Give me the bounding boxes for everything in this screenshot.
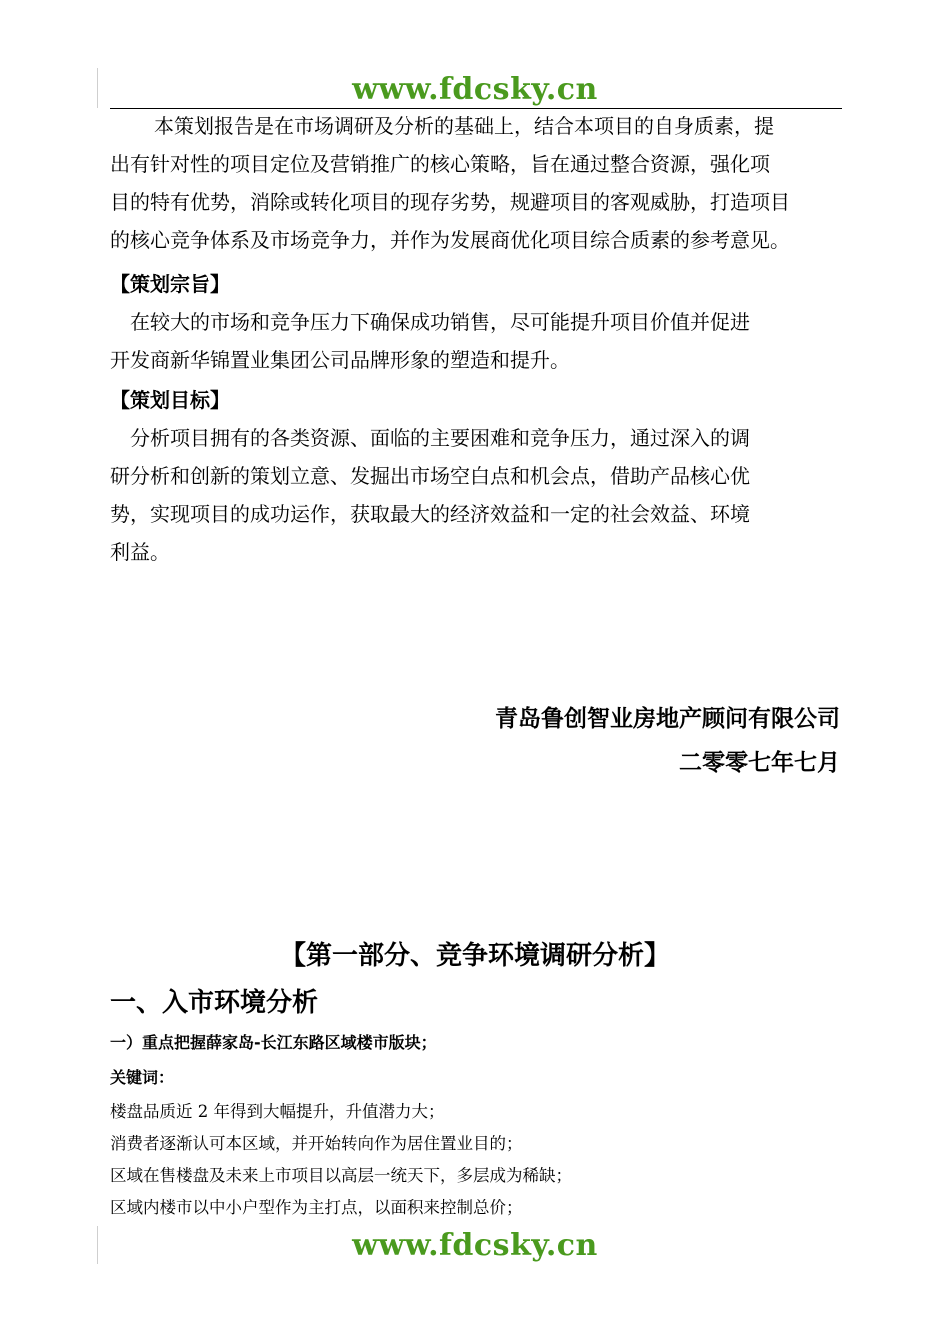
keyword-item: 区域在售楼盘及未来上市项目以高层一统天下，多层成为稀缺； [110,1166,572,1185]
intro-line: 出有针对性的项目定位及营销推广的核心策略，旨在通过整合资源，强化项 [110,152,770,176]
purpose-line: 开发商新华锦置业集团公司品牌形象的塑造和提升。 [110,348,570,372]
chapter-title: 一、入市环境分析 [110,988,319,1018]
goal-heading: 【策划目标】 [110,388,230,412]
keyword-item: 楼盘品质近 2 年得到大幅提升，升值潜力大； [110,1102,445,1121]
purpose-line: 在较大的市场和竞争压力下确保成功销售，尽可能提升项目价值并促进 [130,310,750,334]
header-watermark: www.fdcsky.cn [352,72,598,107]
goal-line: 势，实现项目的成功运作，获取最大的经济效益和一定的社会效益、环境 [110,502,750,526]
purpose-heading: 【策划宗旨】 [110,272,230,296]
keywords-list [110,1096,572,1224]
subsection-title: 一）重点把握薛家岛-长江东路区域楼市版块； [110,1033,437,1052]
goal-line: 分析项目拥有的各类资源、面临的主要困难和竞争压力，通过深入的调 [130,426,750,450]
goal-paragraph [110,419,850,571]
goal-line: 利益。 [110,540,170,564]
part-one-title: 【第一部分、竞争环境调研分析】 [279,941,670,971]
goal-line: 研分析和创新的策划立意、发掘出市场空白点和机会点，借助产品核心优 [110,464,750,488]
signature-date: 二零零七年七月 [679,750,840,776]
intro-line: 目的特有优势，消除或转化项目的现存劣势，规避项目的客观威胁，打造项目 [110,190,790,214]
keywords-label: 关键词： [110,1068,175,1087]
intro-line: 本策划报告是在市场调研及分析的基础上，结合本项目的自身质素，提 [154,114,774,138]
keyword-item: 消费者逐渐认可本区域，并开始转向作为居住置业目的； [110,1134,523,1153]
signature-company: 青岛鲁创智业房地产顾问有限公司 [495,706,840,732]
intro-paragraph [110,107,850,259]
footer-watermark: www.fdcsky.cn [352,1228,598,1263]
intro-line: 的核心竞争体系及市场竞争力，并作为发展商优化项目综合质素的参考意见。 [110,228,790,252]
keyword-item: 区域内楼市以中小户型作为主打点，以面积来控制总价； [110,1198,523,1217]
purpose-paragraph [110,303,850,379]
